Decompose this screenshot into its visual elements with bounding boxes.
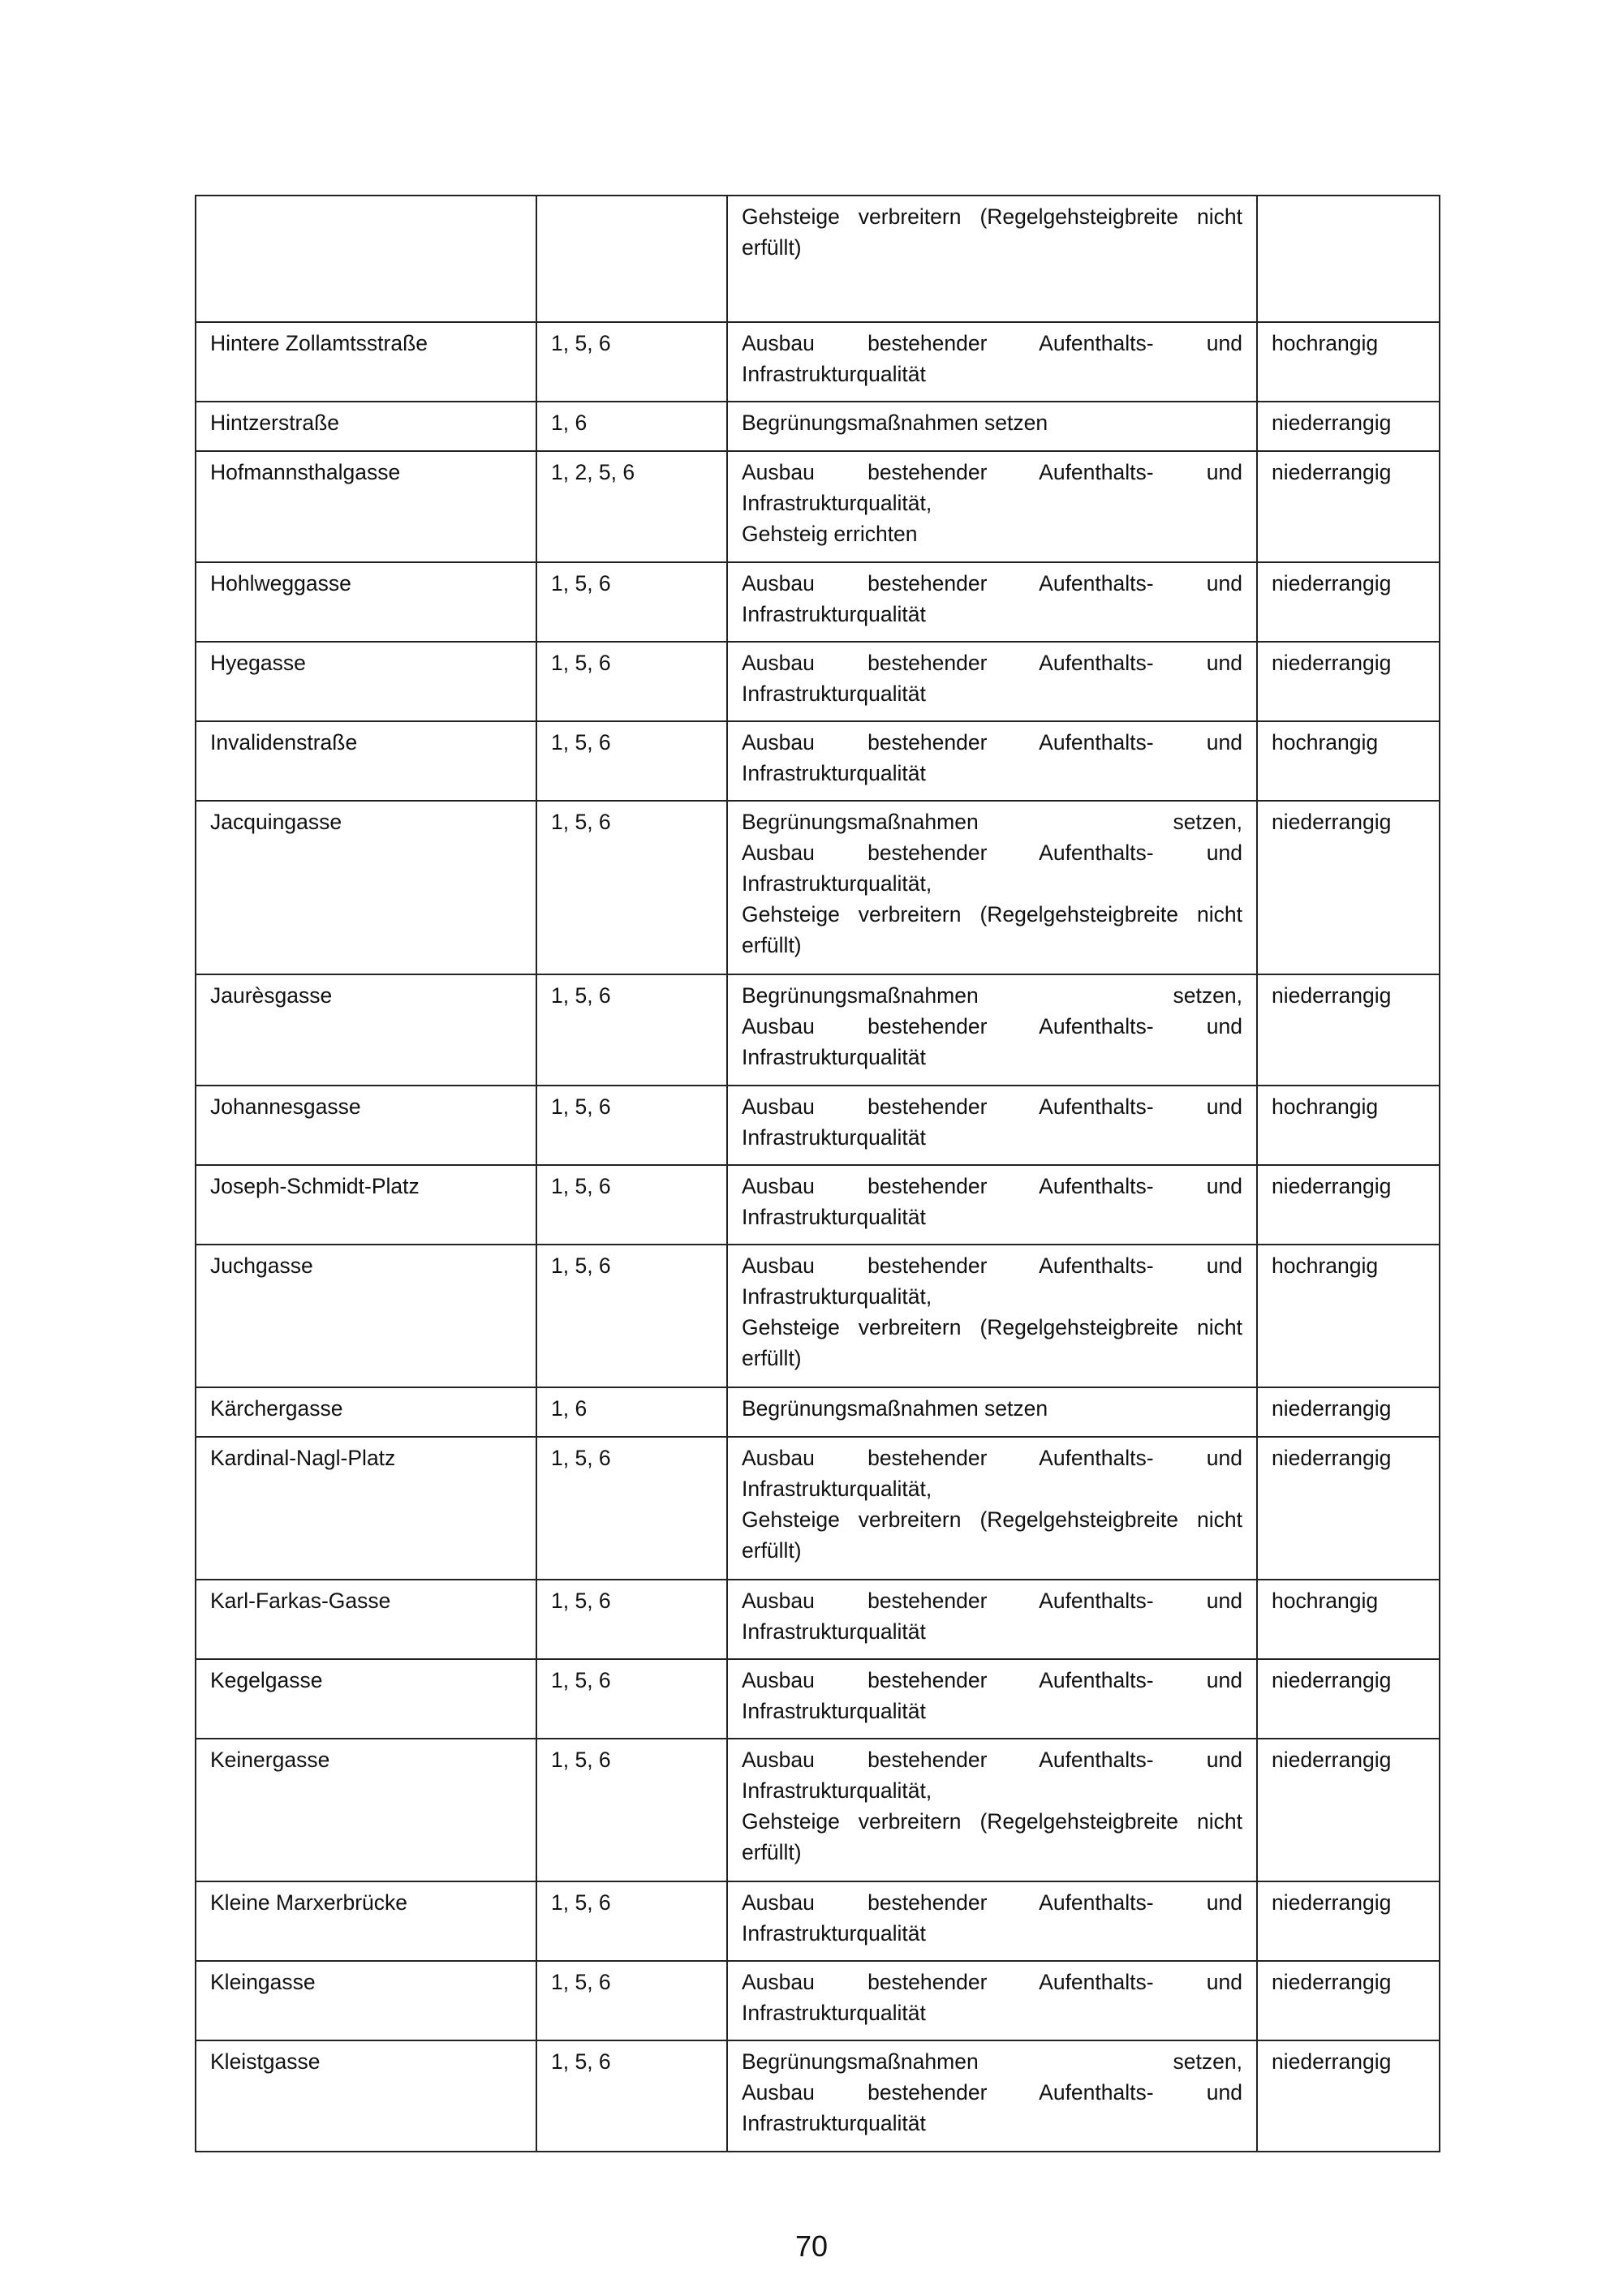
measure-line: Ausbau bestehender Aufenthalts- und	[742, 1094, 1242, 1119]
table-row	[196, 1961, 1440, 2040]
criteria-cell: 1, 5, 6	[536, 1659, 727, 1739]
table-row	[196, 1086, 1440, 1165]
measures-cell	[727, 974, 1257, 1086]
measures-cell	[727, 1245, 1257, 1387]
priority-cell: niederrangig	[1257, 801, 1440, 974]
priority-cell: niederrangig	[1257, 402, 1440, 451]
measures-cell	[727, 1580, 1257, 1659]
criteria-cell: 1, 5, 6	[536, 1961, 727, 2040]
measure-line: Ausbau bestehender Aufenthalts- und	[742, 1668, 1242, 1692]
priority-cell: niederrangig	[1257, 451, 1440, 562]
criteria-cell: 1, 5, 6	[536, 1580, 727, 1659]
measure-line: Begrünungsmaßnahmen setzen	[742, 1396, 1048, 1421]
street-name-cell: Hyegasse	[196, 642, 536, 721]
criteria-cell: 1, 5, 6	[536, 1245, 727, 1387]
criteria-cell: 1, 5, 6	[536, 1739, 727, 1881]
street-name-cell: Kleine Marxerbrücke	[196, 1881, 536, 1961]
street-name-cell: Kärchergasse	[196, 1387, 536, 1437]
measures-cell	[727, 2040, 1257, 2152]
measure-line: Ausbau bestehender Aufenthalts- und	[742, 730, 1242, 755]
table-row	[196, 1659, 1440, 1739]
table-row	[196, 402, 1440, 451]
measures-cell	[727, 1961, 1257, 2040]
criteria-cell: 1, 2, 5, 6	[536, 451, 727, 562]
priority-cell: hochrangig	[1257, 1245, 1440, 1387]
table-row	[196, 1881, 1440, 1961]
street-name-cell: Joseph-Schmidt-Platz	[196, 1165, 536, 1245]
measure-line: Infrastrukturqualität	[742, 1045, 926, 1069]
measure-line: Infrastrukturqualität,	[742, 491, 932, 515]
measure-line: Ausbau bestehender Aufenthalts- und	[742, 1174, 1242, 1198]
measure-line: Ausbau bestehender Aufenthalts- und	[742, 1890, 1242, 1915]
measures-cell	[727, 196, 1257, 322]
measure-line: Infrastrukturqualität	[742, 1125, 926, 1150]
priority-cell: niederrangig	[1257, 1437, 1440, 1580]
measures-cell	[727, 1086, 1257, 1165]
measure-line: Infrastrukturqualität	[742, 1205, 926, 1229]
measure-line: Begrünungsmaßnahmen setzen	[742, 411, 1048, 435]
priority-cell: niederrangig	[1257, 974, 1440, 1086]
priority-cell: hochrangig	[1257, 322, 1440, 402]
measure-line: Gehsteige verbreitern (Regelgehsteigbreite nicht	[742, 1507, 1242, 1532]
measure-line: Ausbau bestehender Aufenthalts- und	[742, 1748, 1242, 1772]
priority-cell: hochrangig	[1257, 721, 1440, 801]
measure-line: Infrastrukturqualität,	[742, 1477, 932, 1501]
measures-cell	[727, 451, 1257, 562]
street-measures-table	[195, 195, 1440, 2152]
priority-cell: hochrangig	[1257, 1580, 1440, 1659]
measures-cell	[727, 562, 1257, 642]
table-row	[196, 1165, 1440, 1245]
priority-cell: niederrangig	[1257, 1387, 1440, 1437]
measures-cell	[727, 322, 1257, 402]
criteria-cell: 1, 5, 6	[536, 562, 727, 642]
measure-line: Infrastrukturqualität	[742, 362, 926, 386]
criteria-cell	[536, 196, 727, 322]
measure-line: Infrastrukturqualität	[742, 1921, 926, 1946]
measure-line: erfüllt)	[742, 235, 802, 260]
street-name-cell: Kardinal-Nagl-Platz	[196, 1437, 536, 1580]
measures-cell	[727, 721, 1257, 801]
table-row	[196, 1437, 1440, 1580]
measures-cell	[727, 1881, 1257, 1961]
measure-line: Begrünungsmaßnahmen setzen,	[742, 810, 1242, 834]
measure-line: erfüllt)	[742, 1538, 802, 1563]
measure-line: Infrastrukturqualität	[742, 1619, 926, 1644]
measure-line: Ausbau bestehender Aufenthalts- und	[742, 571, 1242, 595]
measures-cell	[727, 1739, 1257, 1881]
street-name-cell: Kleingasse	[196, 1961, 536, 2040]
table-row	[196, 974, 1440, 1086]
table-row	[196, 196, 1440, 322]
criteria-cell: 1, 5, 6	[536, 2040, 727, 2152]
measures-cell	[727, 1165, 1257, 1245]
table-body	[196, 196, 1440, 2152]
measure-line: Ausbau bestehender Aufenthalts- und	[742, 841, 1242, 865]
table-row	[196, 451, 1440, 562]
measure-line: Infrastrukturqualität	[742, 2001, 926, 2025]
measures-cell	[727, 801, 1257, 974]
measure-line: erfüllt)	[742, 933, 802, 957]
measure-line: Infrastrukturqualität	[742, 1699, 926, 1723]
criteria-cell: 1, 6	[536, 1387, 727, 1437]
street-name-cell: Hintere Zollamtsstraße	[196, 322, 536, 402]
table-row	[196, 642, 1440, 721]
criteria-cell: 1, 5, 6	[536, 721, 727, 801]
measure-line: Ausbau bestehender Aufenthalts- und	[742, 460, 1242, 484]
criteria-cell: 1, 5, 6	[536, 801, 727, 974]
measure-line: Infrastrukturqualität,	[742, 1778, 932, 1803]
measure-line: Begrünungsmaßnahmen setzen,	[742, 983, 1242, 1008]
priority-cell: niederrangig	[1257, 1881, 1440, 1961]
priority-cell: niederrangig	[1257, 642, 1440, 721]
street-name-cell: Karl-Farkas-Gasse	[196, 1580, 536, 1659]
street-name-cell: Hintzerstraße	[196, 402, 536, 451]
measure-line: Ausbau bestehender Aufenthalts- und	[742, 1014, 1242, 1038]
priority-cell: niederrangig	[1257, 1165, 1440, 1245]
street-name-cell	[196, 196, 536, 322]
measures-cell	[727, 1437, 1257, 1580]
measure-line: Gehsteige verbreitern (Regelgehsteigbreite nicht	[742, 1315, 1242, 1339]
table-row	[196, 1739, 1440, 1881]
measures-cell	[727, 1387, 1257, 1437]
street-name-cell: Kegelgasse	[196, 1659, 536, 1739]
priority-cell: niederrangig	[1257, 1961, 1440, 2040]
priority-cell: niederrangig	[1257, 2040, 1440, 2152]
criteria-cell: 1, 5, 6	[536, 1086, 727, 1165]
street-name-cell: Kleistgasse	[196, 2040, 536, 2152]
measure-line: Ausbau bestehender Aufenthalts- und	[742, 2080, 1242, 2105]
measures-cell	[727, 642, 1257, 721]
criteria-cell: 1, 5, 6	[536, 1881, 727, 1961]
table-row	[196, 2040, 1440, 2152]
measure-line: Infrastrukturqualität,	[742, 1284, 932, 1309]
priority-cell: niederrangig	[1257, 1659, 1440, 1739]
priority-cell: niederrangig	[1257, 562, 1440, 642]
street-name-cell: Juchgasse	[196, 1245, 536, 1387]
table-row	[196, 1387, 1440, 1437]
street-name-cell: Jaurèsgasse	[196, 974, 536, 1086]
priority-cell	[1257, 196, 1440, 322]
measure-line: Begrünungsmaßnahmen setzen,	[742, 2049, 1242, 2074]
street-name-cell: Johannesgasse	[196, 1086, 536, 1165]
measure-line: Gehsteige verbreitern (Regelgehsteigbreite nicht	[742, 204, 1242, 229]
table-row	[196, 721, 1440, 801]
table-row	[196, 801, 1440, 974]
measure-line: Gehsteig errichten	[742, 522, 918, 546]
criteria-cell: 1, 5, 6	[536, 642, 727, 721]
street-name-cell: Invalidenstraße	[196, 721, 536, 801]
table-row	[196, 322, 1440, 402]
measures-cell	[727, 1659, 1257, 1739]
measure-line: Ausbau bestehender Aufenthalts- und	[742, 331, 1242, 355]
priority-cell: hochrangig	[1257, 1086, 1440, 1165]
priority-cell: niederrangig	[1257, 1739, 1440, 1881]
criteria-cell: 1, 5, 6	[536, 1437, 727, 1580]
criteria-cell: 1, 5, 6	[536, 1165, 727, 1245]
measure-line: Infrastrukturqualität	[742, 681, 926, 706]
page-number: 70	[794, 2229, 829, 2263]
street-name-cell: Keinergasse	[196, 1739, 536, 1881]
measure-line: Gehsteige verbreitern (Regelgehsteigbreite nicht	[742, 902, 1242, 927]
table-row	[196, 1245, 1440, 1387]
measure-line: Ausbau bestehender Aufenthalts- und	[742, 1589, 1242, 1613]
measure-line: erfüllt)	[742, 1840, 802, 1864]
street-name-cell: Hofmannsthalgasse	[196, 451, 536, 562]
measure-line: Infrastrukturqualität,	[742, 871, 932, 896]
measures-cell	[727, 402, 1257, 451]
criteria-cell: 1, 5, 6	[536, 322, 727, 402]
measure-line: Infrastrukturqualität	[742, 602, 926, 626]
table-row	[196, 1580, 1440, 1659]
measure-line: Gehsteige verbreitern (Regelgehsteigbreite nicht	[742, 1809, 1242, 1834]
street-name-cell: Hohlweggasse	[196, 562, 536, 642]
measure-line: Ausbau bestehender Aufenthalts- und	[742, 1970, 1242, 1994]
measure-line: Infrastrukturqualität	[742, 761, 926, 785]
street-name-cell: Jacquingasse	[196, 801, 536, 974]
criteria-cell: 1, 5, 6	[536, 974, 727, 1086]
criteria-cell: 1, 6	[536, 402, 727, 451]
measure-line: Ausbau bestehender Aufenthalts- und	[742, 651, 1242, 675]
table-row	[196, 562, 1440, 642]
measure-line: Infrastrukturqualität	[742, 2111, 926, 2135]
measure-line: erfüllt)	[742, 1346, 802, 1370]
measure-line: Ausbau bestehender Aufenthalts- und	[742, 1253, 1242, 1278]
measure-line: Ausbau bestehender Aufenthalts- und	[742, 1446, 1242, 1470]
